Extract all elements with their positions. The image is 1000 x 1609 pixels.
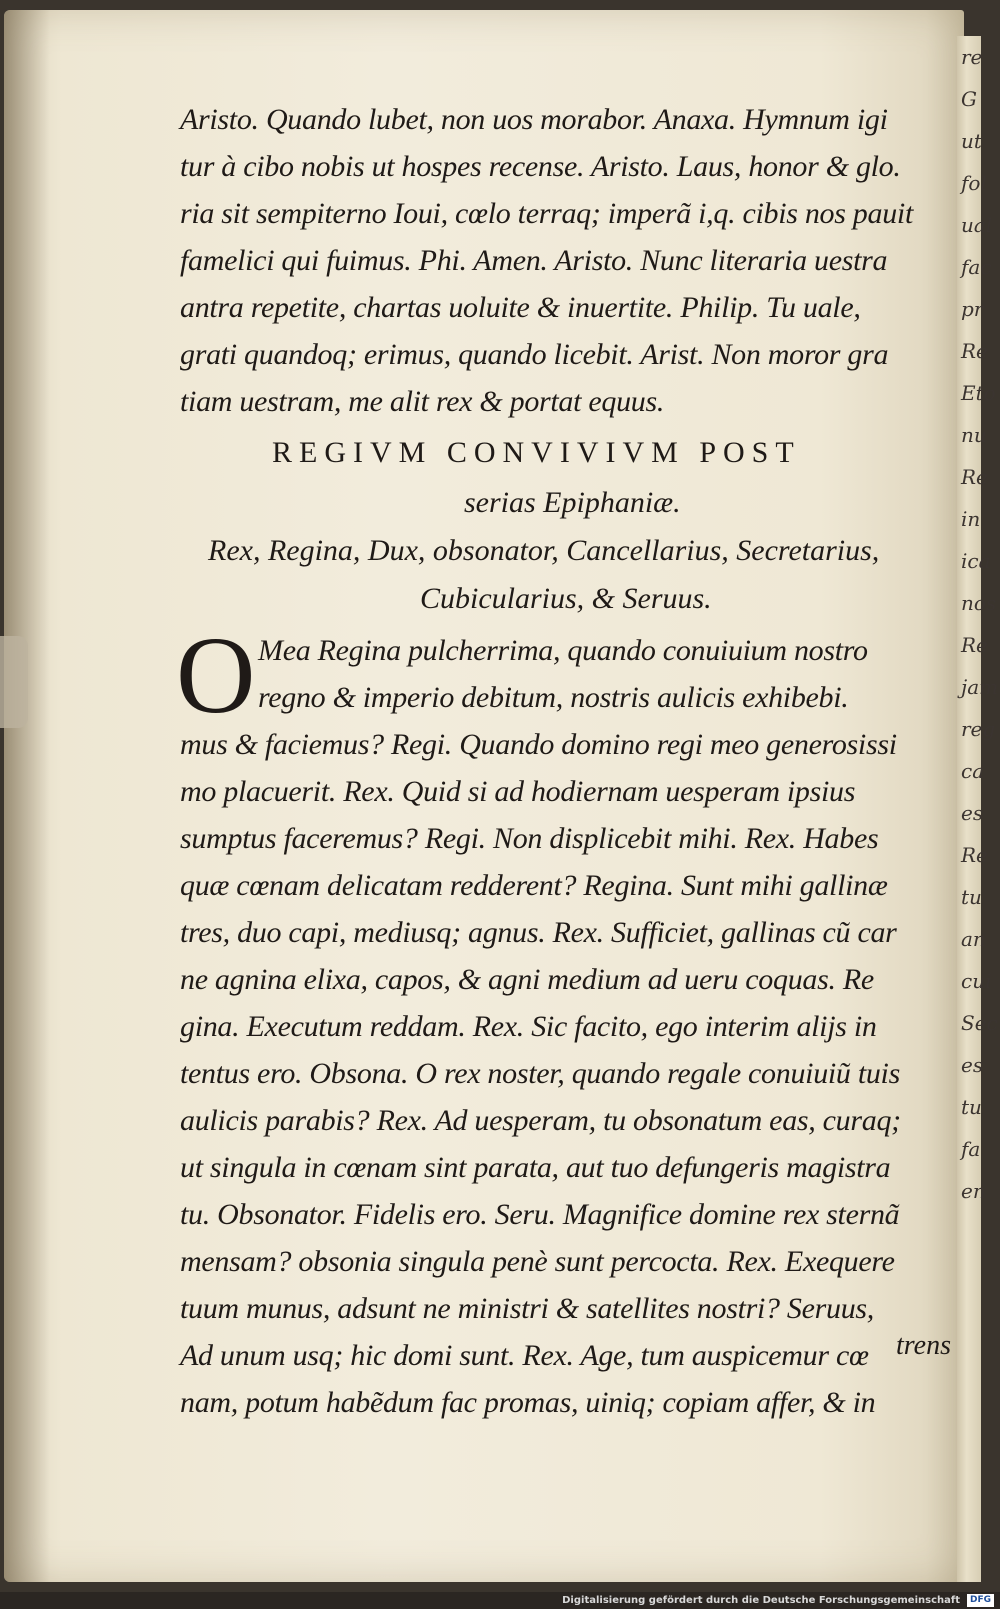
text-block [176, 96, 940, 1426]
text-line: ne agnina elixa, capos, & agni medium ad ueru coquas. Re [180, 963, 874, 996]
edge-fragment: tu [961, 885, 982, 909]
edge-fragment: fol [961, 171, 987, 195]
edge-fragment: ica [961, 549, 991, 573]
edge-fragment: an [961, 927, 986, 951]
text-line: Aristo. Quando lubet, non uos morabor. Anaxa. Hymnum igi [180, 103, 888, 136]
edge-fragment: Re [961, 465, 988, 489]
text-line: ut singula in cœnam sint parata, aut tuo defungeris magistra [180, 1151, 891, 1184]
text-line: quæ cœnam delicatam redderent? Regina. Sunt mihi gallinæ [180, 869, 888, 902]
edge-fragment: Re [961, 843, 988, 867]
edge-fragment: in [961, 507, 981, 531]
text-line: mensam? obsonia singula penè sunt percocta. Rex. Exequere [180, 1245, 895, 1278]
text-line: regno & imperio debitum, nostris aulicis exhibebi. [258, 681, 849, 714]
page-clip [0, 636, 28, 728]
edge-fragment: es [961, 801, 984, 825]
text-line: famelici qui fuimus. Phi. Amen. Aristo. Nunc literaria uestra [180, 244, 888, 277]
footer-credit: Digitalisierung gefördert durch die Deutsche Forschungsgemeinschaft [562, 1595, 960, 1606]
text-line: tiam uestram, me alit rex & portat equus. [180, 385, 665, 418]
first-paragraph [176, 614, 940, 1426]
text-line: Mea Regina pulcherrima, quando conuiuium nostro [258, 634, 868, 667]
edge-fragment: reg [961, 717, 996, 741]
edge-fragment: nos [961, 591, 997, 615]
text-line: tres, duo capi, mediusq; agnus. Rex. Sufficiet, gallinas cũ car [180, 916, 897, 949]
edge-fragment: cui [961, 969, 992, 993]
text-line: Ad unum usq; hic domi sunt. Rex. Age, tum auspicemur cœ [180, 1339, 869, 1372]
edge-fragment: jam [961, 675, 999, 699]
drop-cap-initial: O [176, 614, 256, 736]
text-line: mo placuerit. Rex. Quid si ad hodiernam uesperam ipsius [180, 775, 856, 808]
text-line: mus & faciemus? Regi. Quando domino regi meo generosissi [180, 728, 897, 761]
edge-fragment: Re [961, 339, 988, 363]
edge-fragment: ut [961, 129, 982, 153]
edge-fragment: fa [961, 1137, 981, 1161]
text-line: nam, potum habẽdum fac promas, uiniq; copiam affer, & in [180, 1386, 876, 1419]
edge-fragment: G [961, 87, 977, 111]
edge-fragment: nu [961, 423, 987, 447]
binding-shadow [4, 10, 50, 1582]
footer-bar [0, 1592, 1000, 1609]
dfg-logo: DFG [967, 1594, 994, 1607]
next-page-edge [957, 36, 999, 1582]
dramatis-personae-line: Cubicularius, & Seruus. [420, 582, 712, 615]
text-line: tentus ero. Obsona. O rex noster, quando regale conuiuiũ tuis [180, 1057, 900, 1090]
dramatis-personae-line: Rex, Regina, Dux, obsonator, Cancellarius, Secretarius, [208, 534, 880, 567]
edge-fragment: re [961, 45, 983, 69]
text-line: aulicis parabis? Rex. Ad uesperam, tu obsonatum eas, curaq; [180, 1104, 901, 1137]
edge-fragment: ca [961, 759, 985, 783]
edge-fragment: ual [961, 213, 993, 237]
text-line: tu. Obsonator. Fidelis ero. Seru. Magnifice domine rex sternã [180, 1198, 900, 1231]
text-line: ria sit sempiterno Ioui, cœlo terraq; imperã i,q. cibis nos pauit [180, 197, 913, 230]
text-line: grati quandoq; erimus, quando licebit. Arist. Non moror gra [180, 338, 889, 371]
edge-fragment: Eto [961, 381, 996, 405]
edge-fragment: fac [961, 255, 992, 279]
text-line: tuum munus, adsunt ne ministri & satellites nostri? Seruus, [180, 1292, 874, 1325]
section-subheading: serias Epiphaniæ. [464, 486, 681, 519]
edge-fragment: Sec [961, 1011, 998, 1035]
catchword: trens [896, 1330, 951, 1361]
edge-fragment: pr [961, 297, 984, 321]
text-line: tur à cibo nobis ut hospes recense. Aristo. Laus, honor & glo. [180, 150, 901, 183]
edge-fragment: Re [961, 633, 988, 657]
text-line: antra repetite, chartas uoluite & inuertite. Philip. Tu uale, [180, 291, 861, 324]
section-heading: REGIVM CONVIVIVM POST [272, 436, 801, 469]
edge-fragment: tu [961, 1095, 982, 1119]
text-line: gina. Executum reddam. Rex. Sic facito, ego interim alijs in [180, 1010, 877, 1043]
edge-fragment: es [961, 1053, 984, 1077]
edge-fragment: en [961, 1179, 986, 1203]
text-line: sumptus faceremus? Regi. Non displicebit mihi. Rex. Habes [180, 822, 879, 855]
